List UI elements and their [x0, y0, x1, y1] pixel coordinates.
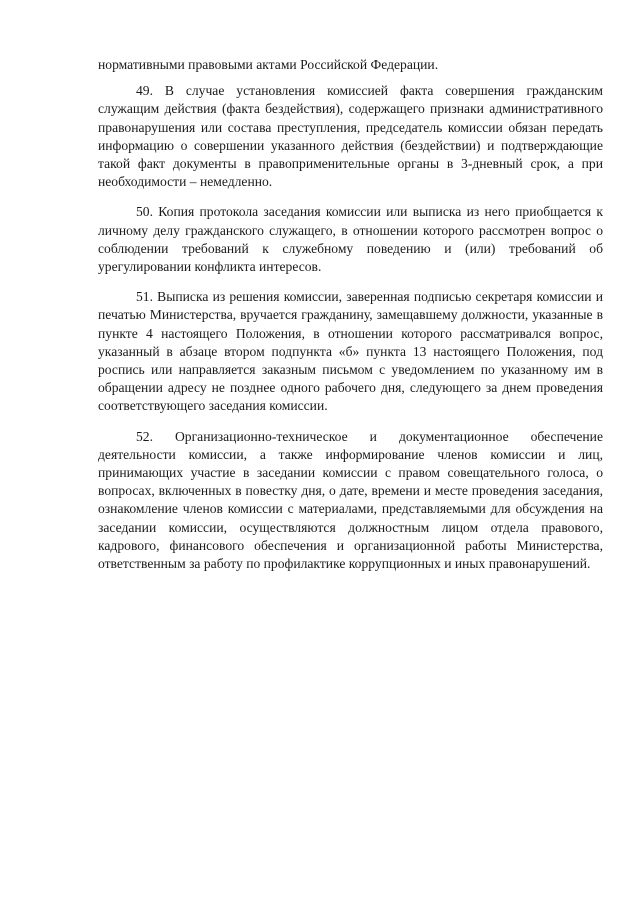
paragraph-continuation: нормативными правовыми актами Российской Федерации.: [98, 57, 439, 72]
paragraph-50: 50. Копия протокола заседания комиссии или выписка из него приобщается к личному делу гражданского служащего, в отношении которого рассмотрен вопрос о соблюдении требований к служебному поведению и (или) требований об урегулировании конфликта интересов.: [98, 204, 603, 275]
paragraph-49: 49. В случае установления комиссией факта совершения гражданским служащим действия (факта бездействия), содержащего признаки административного правонарушения или состава преступления, председатель комиссии обязан передать информацию о совершении указанного действия (бездействии) и подтверждающие такой факт документы в правоприменительные органы в 3-дневный срок, а при необходимости – немедленно.: [98, 83, 603, 190]
paragraph-51: 51. Выписка из решения комиссии, заверенная подписью секретаря комиссии и печатью Министерства, вручается гражданину, замещавшему должности, указанные в пункте 4 настоящего Положения, в отношении которого рассматривался вопрос, указанный в абзаце втором подпункта «б» пункта 13 настоящего Положения, под роспись или направляется заказным письмом с уведомлением по указанному им в обращении адресу не позднее одного рабочего дня, следующего за днем проведения соответствующего заседания комиссии.: [98, 289, 603, 414]
paragraph-52: 52. Организационно-техническое и документационное обеспечение деятельности комиссии, а также информирование членов комиссии и лиц, принимающих участие в заседании комиссии с правом совещательного голоса, о вопросах, включенных в повестку дня, о дате, времени и месте проведения заседания, ознакомление членов комиссии с материалами, представляемыми для обсуждения на заседании комиссии, осуществляются должностным лицом отдела правового, кадрового, финансового обеспечения и организационной работы Министерства, ответственным за работу по профилактике коррупционных и иных правонарушений.: [98, 428, 603, 572]
document-body: [98, 56, 603, 585]
